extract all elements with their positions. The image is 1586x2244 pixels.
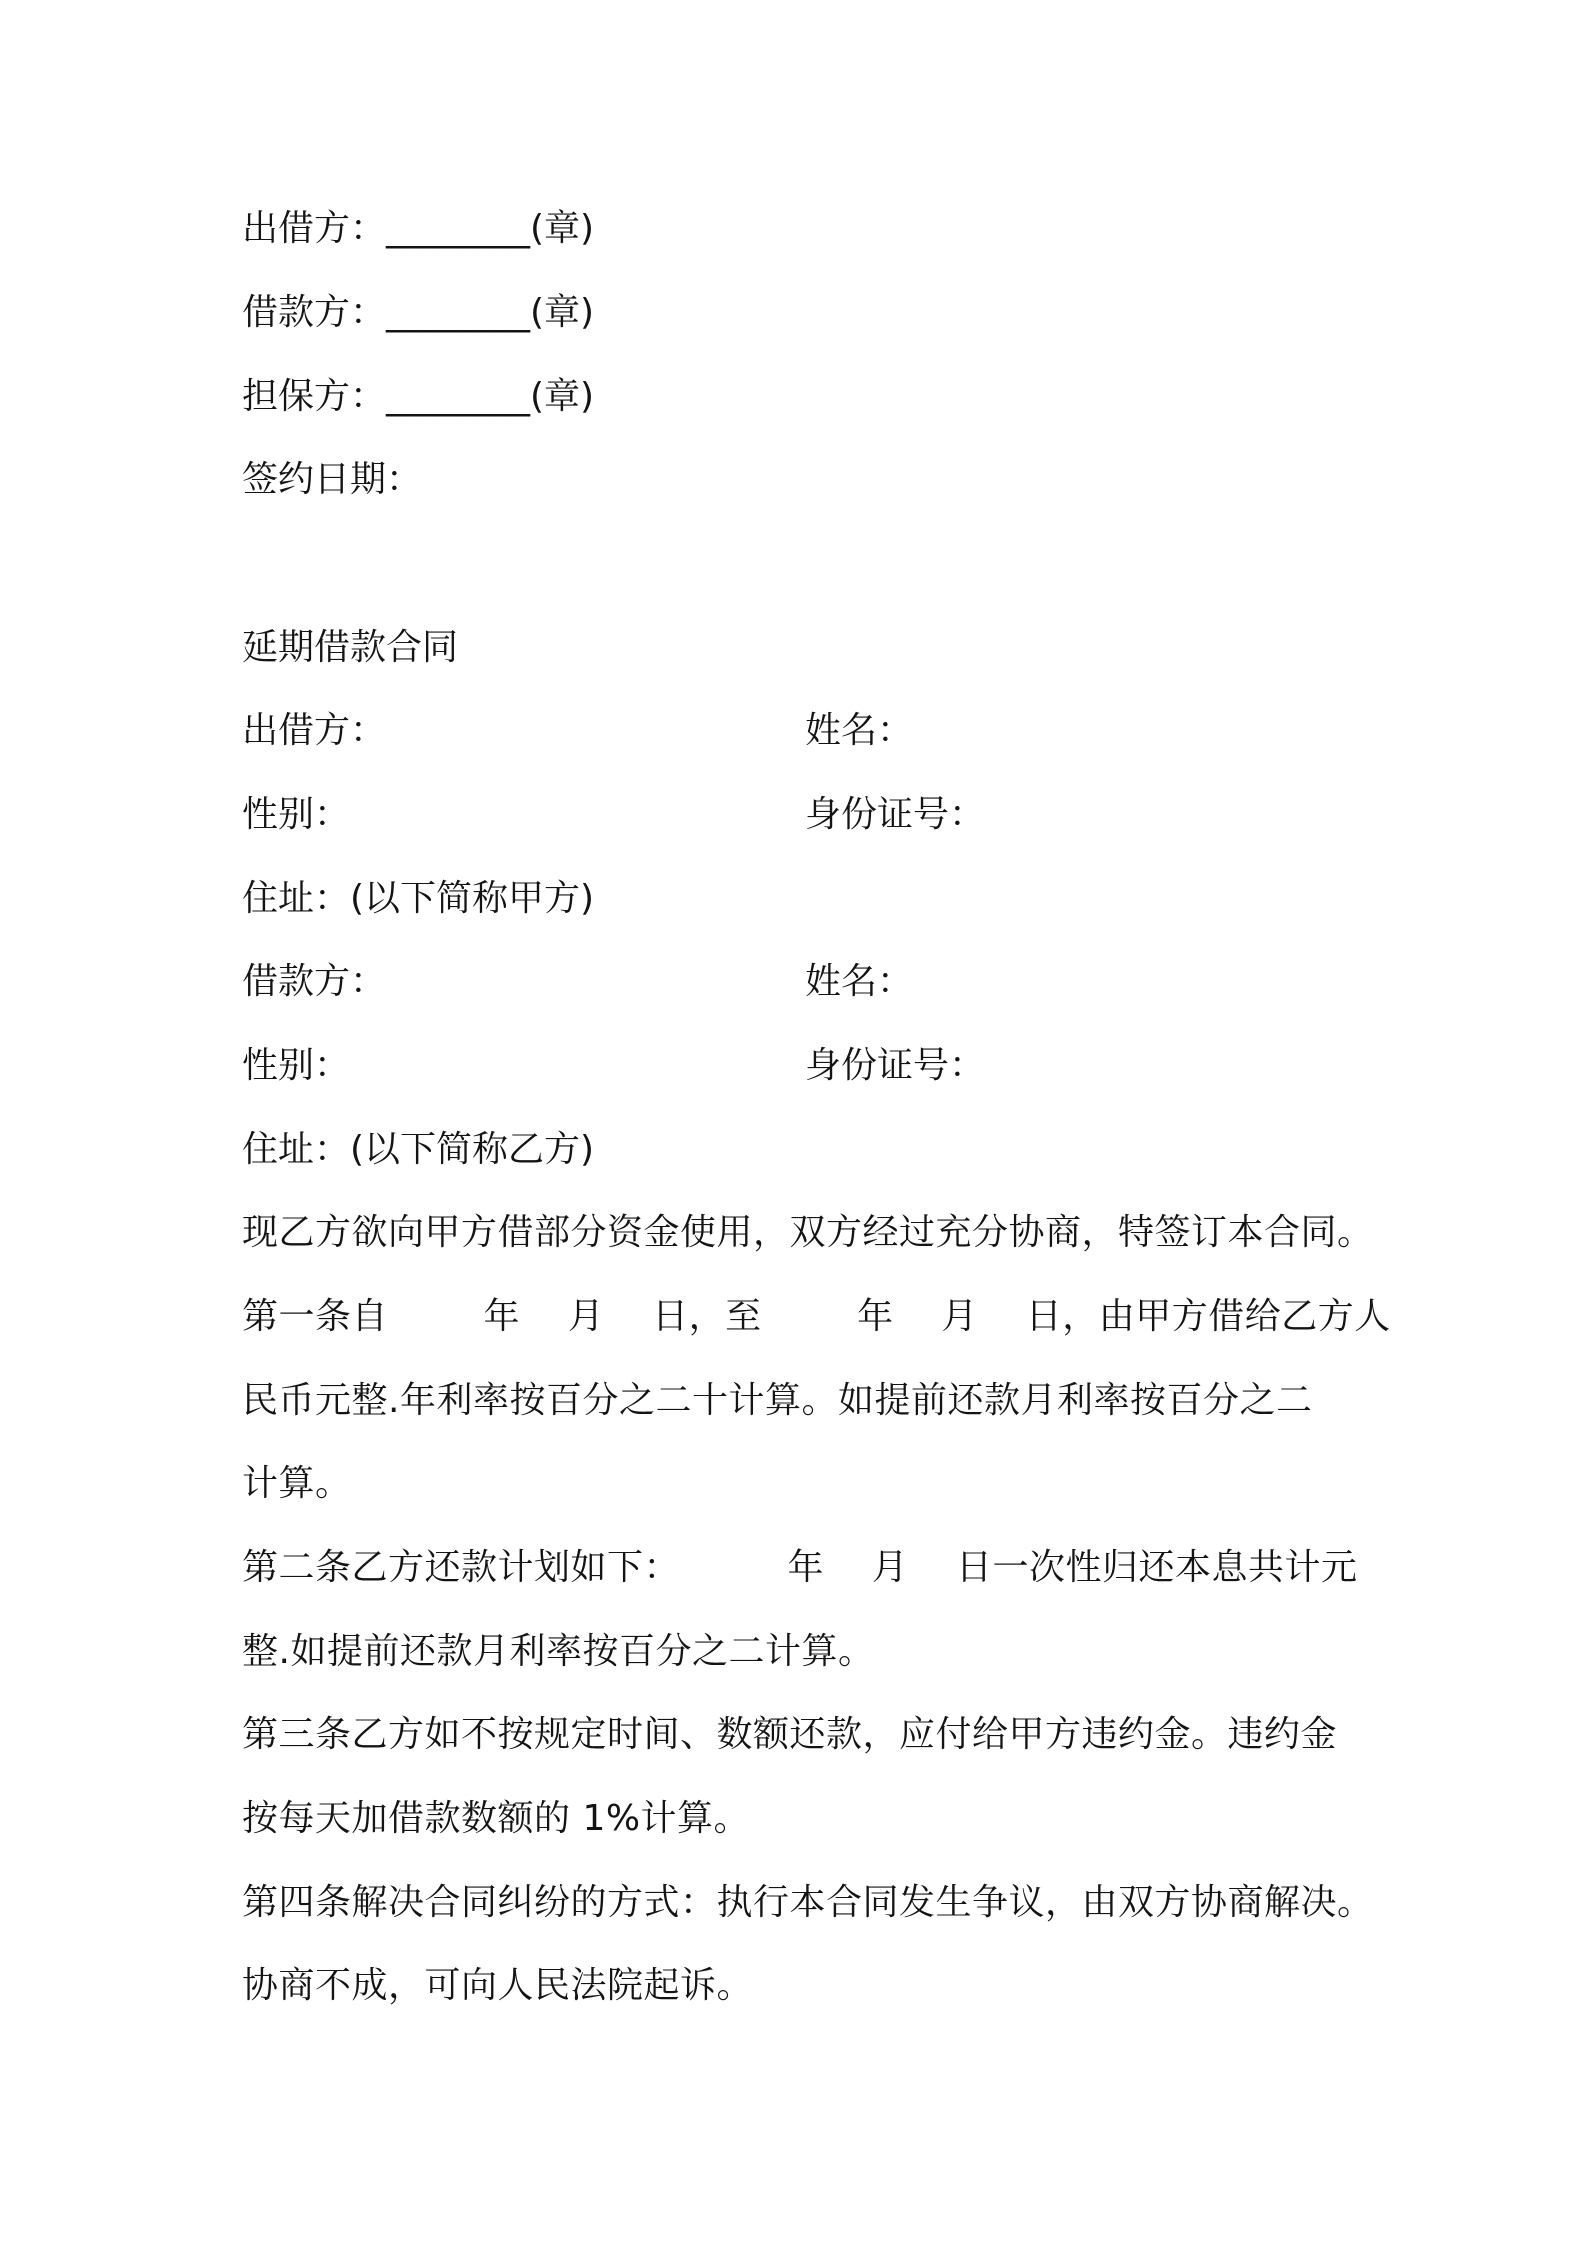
party-b-id-number: 身份证号： bbox=[805, 1045, 986, 1086]
party-a-name: 姓名： bbox=[805, 710, 914, 751]
preamble: 现乙方欲向甲方借部分资金使用，双方经过充分协商，特签订本合同。 bbox=[242, 1212, 1374, 1253]
guarantor-signature-line: 担保方：________(章) bbox=[242, 376, 595, 417]
contract-title: 延期借款合同 bbox=[242, 627, 459, 668]
article2-line1: 第二条乙方还款计划如下： 年 月 日一次性归还本息共计元 bbox=[242, 1547, 1358, 1588]
lender-signature-line: 出借方：________(章) bbox=[242, 208, 595, 249]
article4-line2: 协商不成，可向人民法院起诉。 bbox=[242, 1965, 754, 2006]
article3-line1: 第三条乙方如不按规定时间、数额还款，应付给甲方违约金。违约金 bbox=[242, 1714, 1338, 1755]
article3-line2: 按每天加借款数额的 1%计算。 bbox=[242, 1798, 751, 1839]
party-a-role: 出借方： bbox=[242, 710, 387, 751]
party-b-gender: 性别： bbox=[242, 1045, 351, 1086]
party-a-id-number: 身份证号： bbox=[805, 794, 986, 835]
party-b-role: 借款方： bbox=[242, 961, 387, 1002]
article1-line2: 民币元整.年利率按百分之二十计算。如提前还款月利率按百分之二 bbox=[242, 1380, 1313, 1421]
article2-line2: 整.如提前还款月利率按百分之二计算。 bbox=[242, 1631, 875, 1672]
party-b-name: 姓名： bbox=[805, 961, 914, 1002]
party-b-address: 住址：(以下简称乙方) bbox=[242, 1129, 595, 1170]
article4-line1: 第四条解决合同纠纷的方式：执行本合同发生争议，由双方协商解决。 bbox=[242, 1882, 1374, 1923]
article1-line1: 第一条自 年 月 日，至 年 月 日，由甲方借给乙方人 bbox=[242, 1296, 1391, 1337]
borrower-signature-line: 借款方：________(章) bbox=[242, 292, 595, 333]
sign-date-line: 签约日期： bbox=[242, 459, 423, 500]
article1-line3: 计算。 bbox=[242, 1463, 352, 1504]
party-a-address: 住址：(以下简称甲方) bbox=[242, 878, 595, 919]
party-a-gender: 性别： bbox=[242, 794, 351, 835]
